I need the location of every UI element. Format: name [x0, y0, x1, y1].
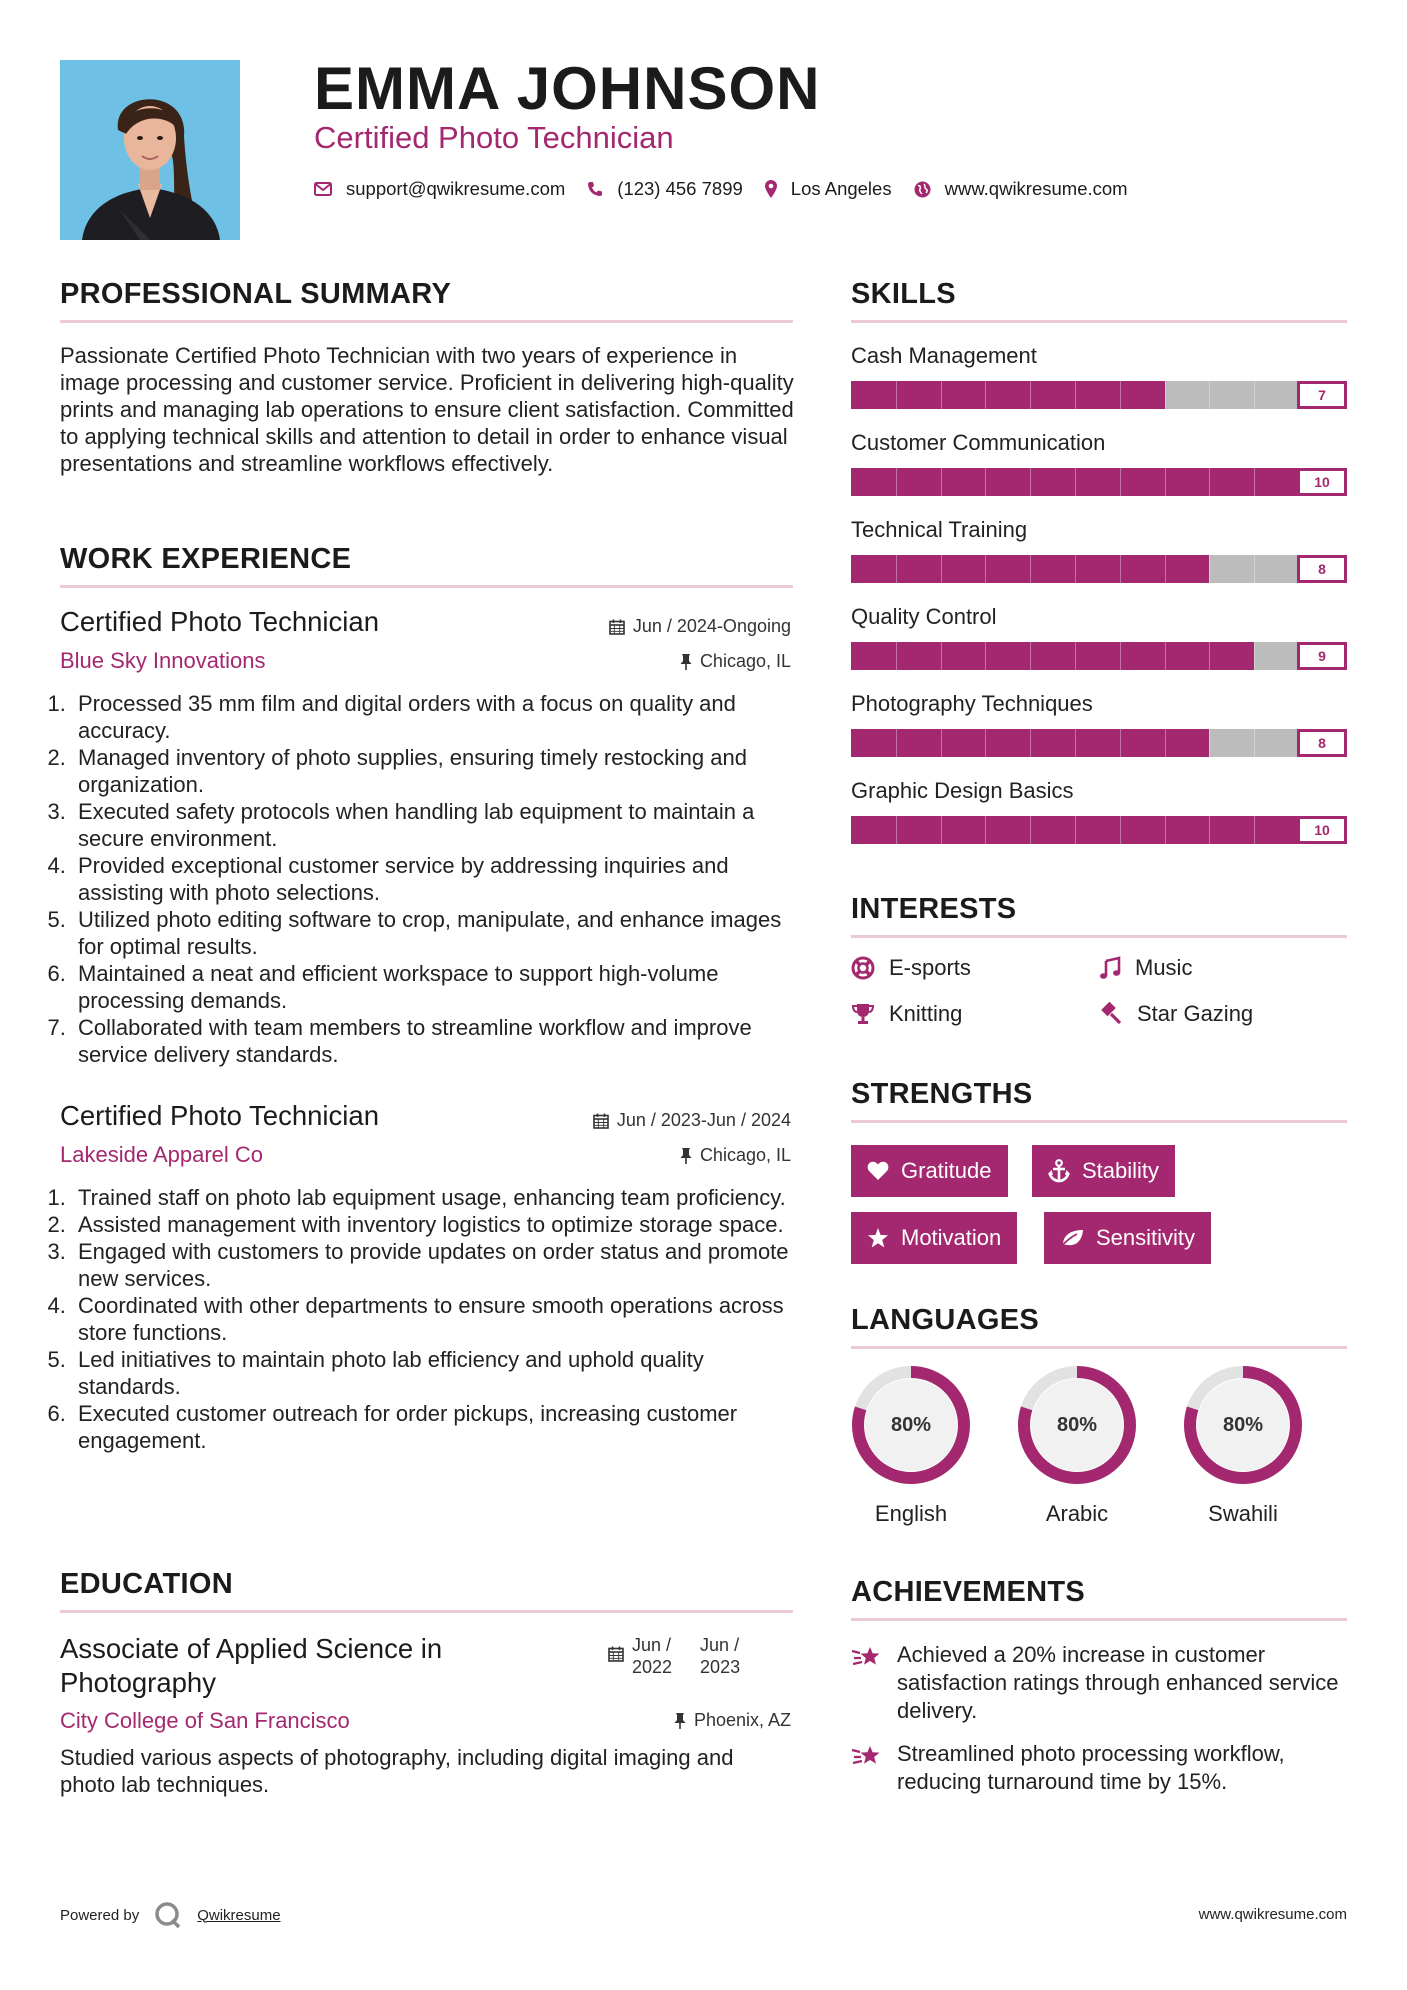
skill-segment-divider: [1075, 468, 1076, 496]
calendar-icon: [609, 619, 625, 635]
summary-heading: PROFESSIONAL SUMMARY: [60, 278, 452, 310]
interest-label: Star Gazing: [1137, 1001, 1254, 1026]
language-item: [1015, 1363, 1139, 1526]
job-dates: [609, 616, 791, 637]
interest-item-knitting: [851, 1001, 962, 1027]
languages-divider: [851, 1346, 1347, 1349]
skill-label: Cash Management: [851, 343, 1037, 368]
skill-segment-divider: [1075, 555, 1076, 583]
education-location-text: Phoenix, AZ: [693, 1710, 791, 1730]
list-item: 6. Maintained a neat and efficient workspace to support high-volume processing demands.: [72, 960, 800, 1014]
language-name: English: [874, 1501, 948, 1526]
shooting-star-icon: [851, 1643, 883, 1671]
achievement-text: Streamlined photo processing workflow, reducing turnaround time by 15%.: [897, 1741, 1285, 1794]
trophy-icon: [851, 1002, 875, 1026]
language-name: Arabic: [1045, 1501, 1109, 1526]
skill-bar: [851, 816, 1347, 844]
calendar-icon: [608, 1646, 624, 1662]
skill-level-badge: 8: [1297, 729, 1347, 757]
skill-segment-divider: [941, 729, 942, 757]
skill-segment-divider: [1030, 642, 1031, 670]
skill-segment-divider: [1165, 555, 1166, 583]
skill-level-badge: 9: [1297, 642, 1347, 670]
skill-segment-divider: [1120, 816, 1121, 844]
job-title: Certified Photo Technician: [60, 1100, 379, 1131]
interest-label: Knitting: [889, 1001, 963, 1026]
skill-segment-divider: [1165, 381, 1166, 409]
company-name: Lakeside Apparel Co: [60, 1142, 264, 1167]
skill-segment-divider: [1120, 729, 1121, 757]
skill-track: [851, 816, 1299, 844]
skill-track: [851, 468, 1299, 496]
education-end-month: Jun /: [700, 1635, 740, 1655]
degree-title: Associate of Applied Science in Photography: [60, 1633, 443, 1698]
skill-bar: [851, 381, 1347, 409]
achievements-divider: [851, 1618, 1347, 1621]
strength-badge-sensitivity: [1044, 1212, 1211, 1264]
anchor-icon: [1048, 1159, 1070, 1183]
job-dates-text: Jun / 2024-Ongoing: [632, 616, 791, 636]
education-dates: [608, 1634, 740, 1678]
heart-icon: [867, 1161, 889, 1181]
work-divider: [60, 585, 793, 588]
skill-segment-divider: [1254, 381, 1255, 409]
language-item: [849, 1363, 973, 1526]
education-start: [632, 1634, 672, 1678]
skill-segment-divider: [1165, 468, 1166, 496]
job-location: [680, 1145, 791, 1166]
job-bullet-list: [54, 690, 800, 1068]
education-description: Studied various aspects of photography, including digital imaging and photo lab techniques.: [60, 1745, 734, 1797]
job-dates-text: Jun / 2023-Jun / 2024: [616, 1110, 791, 1130]
achievement-item: [851, 1740, 1347, 1796]
education-start-year: 2022: [632, 1657, 673, 1677]
skill-label: Graphic Design Basics: [851, 778, 1074, 803]
education-end: [700, 1634, 740, 1678]
skill-track: [851, 642, 1299, 670]
skill-segment-divider: [1209, 642, 1210, 670]
skill-segment-divider: [941, 468, 942, 496]
list-item: 2. Managed inventory of photo supplies, ensuring timely restocking and organization.: [72, 744, 800, 798]
skill-segment-divider: [1165, 729, 1166, 757]
skill-segment-divider: [896, 729, 897, 757]
skill-segment-divider: [1120, 468, 1121, 496]
job-location-text: Chicago, IL: [699, 1145, 791, 1165]
skills-heading: SKILLS: [851, 278, 956, 310]
lifebuoy-icon: [851, 956, 875, 980]
skill-segment-divider: [941, 642, 942, 670]
website-text: www.qwikresume.com: [944, 178, 1128, 199]
skill-bar: [851, 729, 1347, 757]
achievement-item: [851, 1641, 1347, 1725]
strength-badge-stability: [1032, 1145, 1175, 1197]
skill-bar: [851, 468, 1347, 496]
list-item: 7. Collaborated with team members to streamline workflow and improve service delivery standards.: [72, 1014, 800, 1068]
profile-photo: [60, 60, 240, 240]
phone-icon: [587, 181, 603, 197]
skill-segment-divider: [896, 816, 897, 844]
job-location-text: Chicago, IL: [699, 651, 791, 671]
skills-divider: [851, 320, 1347, 323]
skill-track: [851, 381, 1299, 409]
skill-level-badge: 8: [1297, 555, 1347, 583]
candidate-name: EMMA JOHNSON: [314, 55, 821, 122]
pushpin-icon: [674, 1712, 686, 1730]
summary-divider: [60, 320, 793, 323]
portrait-image: [60, 60, 240, 240]
language-name: Swahili: [1208, 1501, 1278, 1526]
interest-item-music: [1099, 955, 1192, 981]
qwikresume-link[interactable]: Qwikresume: [197, 1906, 281, 1924]
strengths-heading: STRENGTHS: [851, 1078, 1033, 1110]
language-item: [1181, 1363, 1305, 1526]
skill-segment-divider: [1075, 816, 1076, 844]
strength-label: Sensitivity: [1096, 1225, 1196, 1250]
skill-segment-divider: [1254, 642, 1255, 670]
skill-fill: [851, 381, 1165, 409]
company-name: Blue Sky Innovations: [60, 648, 266, 673]
powered-by-text: Powered by: [60, 1906, 140, 1924]
contact-location: [765, 178, 892, 200]
skill-segment-divider: [985, 729, 986, 757]
language-percent: 80%: [1056, 1413, 1098, 1436]
contact-email[interactable]: [314, 178, 565, 200]
skill-segment-divider: [896, 381, 897, 409]
skill-label: Technical Training: [851, 517, 1028, 542]
language-percent: 80%: [890, 1413, 932, 1436]
skill-segment-divider: [985, 642, 986, 670]
skill-segment-divider: [1209, 729, 1210, 757]
shooting-star-icon: [851, 1742, 883, 1770]
list-item: 5. Utilized photo editing software to crop, manipulate, and enhance images for optimal results.: [72, 906, 800, 960]
interest-label: Music: [1135, 955, 1193, 980]
skill-level-badge: 10: [1297, 816, 1347, 844]
school-name: City College of San Francisco: [60, 1708, 350, 1733]
list-item: 2. Assisted management with inventory logistics to optimize storage space.: [72, 1211, 800, 1238]
candidate-title: Certified Photo Technician: [314, 120, 674, 155]
leaf-icon: [1060, 1228, 1084, 1248]
skill-label: Quality Control: [851, 604, 997, 629]
skill-level-badge: 10: [1297, 468, 1347, 496]
star-icon: [867, 1228, 889, 1249]
skill-track: [851, 729, 1299, 757]
skill-segment-divider: [1209, 468, 1210, 496]
skill-segment-divider: [985, 468, 986, 496]
list-item: 4. Coordinated with other departments to ensure smooth operations across store functions.: [72, 1292, 800, 1346]
interest-label: E-sports: [889, 955, 971, 980]
skill-segment-divider: [1030, 816, 1031, 844]
skill-segment-divider: [1165, 642, 1166, 670]
skill-segment-divider: [1209, 816, 1210, 844]
skill-segment-divider: [985, 381, 986, 409]
location-text: Los Angeles: [790, 178, 892, 199]
contact-bar: [314, 178, 1150, 200]
list-item: 3. Engaged with customers to provide updates on order status and promote new services.: [72, 1238, 800, 1292]
language-percent: 80%: [1222, 1413, 1264, 1436]
skill-segment-divider: [1120, 642, 1121, 670]
skill-segment-divider: [985, 816, 986, 844]
skill-segment-divider: [1120, 381, 1121, 409]
job-dates: [593, 1110, 791, 1131]
phone-text: (123) 456 7899: [617, 178, 743, 199]
job-title: Certified Photo Technician: [60, 606, 379, 637]
skill-segment-divider: [985, 555, 986, 583]
list-item: 1. Trained staff on photo lab equipment usage, enhancing team proficiency.: [72, 1184, 800, 1211]
gavel-icon: [1099, 1002, 1123, 1026]
skill-segment-divider: [1254, 729, 1255, 757]
skill-segment-divider: [1075, 642, 1076, 670]
music-note-icon: [1099, 956, 1121, 980]
list-item: 4. Provided exceptional customer service by addressing inquiries and assisting with photo selections.: [72, 852, 800, 906]
strength-label: Motivation: [901, 1225, 1002, 1250]
skill-bar: [851, 555, 1347, 583]
skill-segment-divider: [1030, 555, 1031, 583]
skill-track: [851, 555, 1299, 583]
achievement-text: Achieved a 20% increase in customer satisfaction ratings through enhanced service delivery.: [897, 1642, 1339, 1723]
interests-divider: [851, 935, 1347, 938]
skill-segment-divider: [1075, 729, 1076, 757]
summary-text: Passionate Certified Photo Technician with two years of experience in image processing and customer service. Proficient in delivering high-quality prints and managing lab operations to ensure client satisfaction. Committed to applying technical skills and attention to detail in order to enhance visual presentations and streamline workflows effectively.: [60, 343, 794, 476]
contact-phone[interactable]: [587, 178, 743, 200]
strength-badge-gratitude: [851, 1145, 1008, 1197]
skill-segment-divider: [941, 816, 942, 844]
skill-segment-divider: [1254, 816, 1255, 844]
strength-label: Stability: [1082, 1158, 1160, 1183]
skill-segment-divider: [1075, 381, 1076, 409]
map-marker-icon: [765, 180, 777, 198]
interest-item-star-gazing: [1099, 1001, 1253, 1027]
skill-segment-divider: [1209, 381, 1210, 409]
list-item: 5. Led initiatives to maintain photo lab efficiency and uphold quality standards.: [72, 1346, 800, 1400]
skill-segment-divider: [941, 381, 942, 409]
list-item: 6. Executed customer outreach for order pickups, increasing customer engagement.: [72, 1400, 800, 1454]
education-divider: [60, 1610, 793, 1613]
achievements-heading: ACHIEVEMENTS: [851, 1576, 1086, 1608]
job-location: [680, 651, 791, 672]
job-bullet-list: [54, 1184, 800, 1454]
education-end-year: 2023: [700, 1657, 741, 1677]
education-location: [674, 1710, 791, 1731]
qwikresume-logo-icon: [153, 1900, 183, 1930]
calendar-icon: [593, 1113, 609, 1129]
list-item: 3. Executed safety protocols when handling lab equipment to maintain a secure environment.: [72, 798, 800, 852]
pushpin-icon: [680, 653, 692, 671]
skill-label: Photography Techniques: [851, 691, 1093, 716]
skill-segment-divider: [1165, 816, 1166, 844]
skill-segment-divider: [1030, 381, 1031, 409]
skill-segment-divider: [1030, 468, 1031, 496]
work-heading: WORK EXPERIENCE: [60, 543, 352, 575]
interest-item-esports: [851, 955, 971, 981]
contact-website[interactable]: [914, 178, 1128, 200]
list-item: 1. Processed 35 mm film and digital orders with a focus on quality and accuracy.: [72, 690, 800, 744]
envelope-icon: [314, 182, 332, 196]
skill-segment-divider: [896, 642, 897, 670]
strengths-divider: [851, 1120, 1347, 1123]
email-text: support@qwikresume.com: [346, 178, 566, 199]
skill-level-badge: 7: [1297, 381, 1347, 409]
skill-segment-divider: [941, 555, 942, 583]
strength-label: Gratitude: [901, 1158, 992, 1183]
skill-bar: [851, 642, 1347, 670]
strength-badge-motivation: [851, 1212, 1017, 1264]
pushpin-icon: [680, 1147, 692, 1165]
education-start-month: Jun /: [632, 1635, 672, 1655]
languages-heading: LANGUAGES: [851, 1304, 1039, 1336]
skill-segment-divider: [1209, 555, 1210, 583]
footer-powered-by: [60, 1900, 281, 1930]
skill-label: Customer Communication: [851, 430, 1106, 455]
interests-heading: INTERESTS: [851, 893, 1017, 925]
footer-website[interactable]: www.qwikresume.com: [1198, 1906, 1347, 1923]
skill-segment-divider: [1254, 468, 1255, 496]
skill-segment-divider: [896, 468, 897, 496]
skill-segment-divider: [1030, 729, 1031, 757]
skill-segment-divider: [1120, 555, 1121, 583]
skill-segment-divider: [1254, 555, 1255, 583]
skill-segment-divider: [896, 555, 897, 583]
skill-fill: [851, 642, 1254, 670]
education-heading: EDUCATION: [60, 1568, 233, 1600]
globe-icon: [914, 181, 931, 198]
